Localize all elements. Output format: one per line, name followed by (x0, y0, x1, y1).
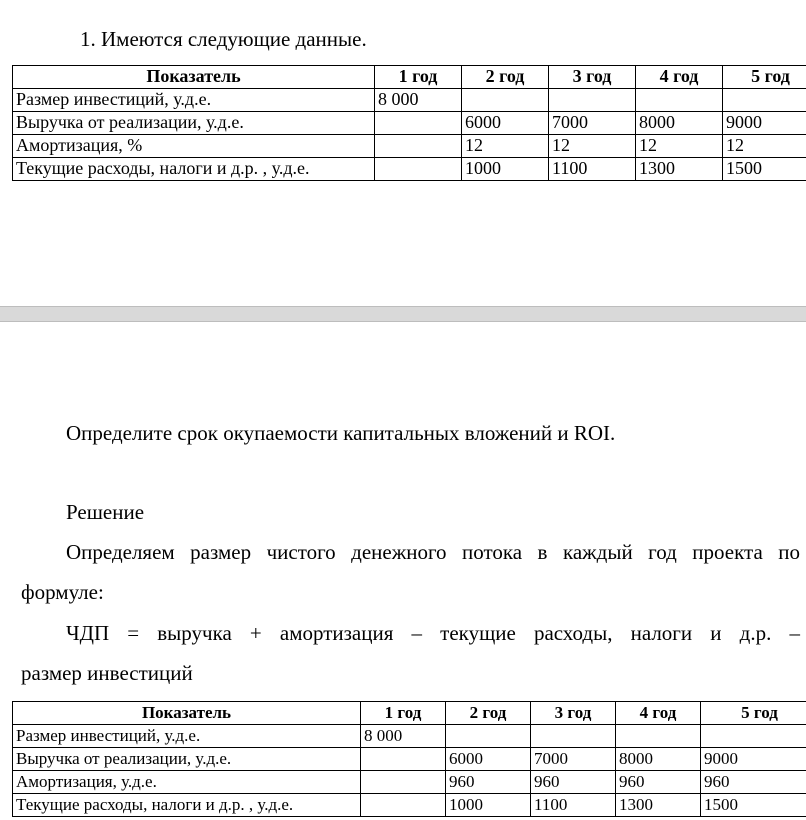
column-header: 4 год (636, 66, 723, 89)
table-cell (361, 794, 446, 817)
table-cell (361, 748, 446, 771)
paragraph-line: формуле: (21, 580, 104, 604)
table-cell: 9000 (701, 748, 806, 771)
table-header-row (13, 702, 806, 725)
table-cell: 1100 (531, 794, 616, 817)
document-page-1 (0, 0, 806, 306)
column-header: 3 год (531, 702, 616, 725)
column-header: 2 год (446, 702, 531, 725)
column-header: 1 год (361, 702, 446, 725)
table-cell (375, 112, 462, 135)
column-header: 5 год (723, 66, 806, 89)
table-cell: 7000 (531, 748, 616, 771)
formula-line: ЧДП = выручка + амортизация – текущие расходы, налоги и д.р. – (66, 621, 800, 645)
table-cell: 1300 (616, 794, 701, 817)
table-cell: 960 (701, 771, 806, 794)
problem-heading: 1. Имеются следующие данные. (80, 27, 367, 51)
table-cell: 9000 (723, 112, 806, 135)
table-cell: 960 (531, 771, 616, 794)
table-cell: 12 (636, 135, 723, 158)
table-cell (616, 725, 701, 748)
table-cell (462, 89, 549, 112)
table-row (13, 794, 806, 817)
table-cell: 960 (446, 771, 531, 794)
table-cell (375, 135, 462, 158)
task-statement: Определите срок окупаемости капитальных вложений и ROI. (66, 421, 616, 445)
table-cell: 12 (723, 135, 806, 158)
table-row (13, 725, 806, 748)
column-header: 3 год (549, 66, 636, 89)
row-label: Размер инвестиций, у.д.е. (13, 725, 361, 748)
table-cell: 8000 (636, 112, 723, 135)
table-cell: 1500 (701, 794, 806, 817)
table-row (13, 748, 806, 771)
document-page-2 (0, 322, 806, 820)
table-cell: 1000 (462, 158, 549, 181)
paragraph-line: Определяем размер чистого денежного потока в каждый год проекта по (66, 540, 800, 564)
page-separator (0, 306, 806, 322)
row-label: Выручка от реализации, у.д.е. (13, 112, 375, 135)
table-cell: 8 000 (375, 89, 462, 112)
table-cell: 12 (462, 135, 549, 158)
table-cell: 8 000 (361, 725, 446, 748)
row-label: Текущие расходы, налоги и д.р. , у.д.е. (13, 158, 375, 181)
cash-flow-table (12, 701, 806, 817)
row-label: Размер инвестиций, у.д.е. (13, 89, 375, 112)
table-cell: 12 (549, 135, 636, 158)
table-cell (531, 725, 616, 748)
column-header: Показатель (13, 66, 375, 89)
table-cell (361, 771, 446, 794)
table-cell (446, 725, 531, 748)
table-row (13, 112, 806, 135)
table-cell (723, 89, 806, 112)
column-header: Показатель (13, 702, 361, 725)
table-cell: 6000 (446, 748, 531, 771)
solution-heading: Решение (66, 500, 145, 524)
table-header-row (13, 66, 806, 89)
table-cell (636, 89, 723, 112)
table-cell (375, 158, 462, 181)
table-cell: 1000 (446, 794, 531, 817)
table-row (13, 771, 806, 794)
table-row (13, 158, 806, 181)
table-cell (549, 89, 636, 112)
column-header: 5 год (701, 702, 806, 725)
table-cell: 6000 (462, 112, 549, 135)
table-cell: 8000 (616, 748, 701, 771)
column-header: 1 год (375, 66, 462, 89)
table-cell: 1300 (636, 158, 723, 181)
table-cell: 1500 (723, 158, 806, 181)
row-label: Выручка от реализации, у.д.е. (13, 748, 361, 771)
row-label: Текущие расходы, налоги и д.р. , у.д.е. (13, 794, 361, 817)
table-row (13, 89, 806, 112)
table-row (13, 135, 806, 158)
column-header: 2 год (462, 66, 549, 89)
column-header: 4 год (616, 702, 701, 725)
row-label: Амортизация, у.д.е. (13, 771, 361, 794)
row-label: Амортизация, % (13, 135, 375, 158)
table-cell (701, 725, 806, 748)
table-cell: 960 (616, 771, 701, 794)
formula-line: размер инвестиций (21, 661, 193, 685)
table-cell: 7000 (549, 112, 636, 135)
input-data-table (12, 65, 806, 181)
table-cell: 1100 (549, 158, 636, 181)
